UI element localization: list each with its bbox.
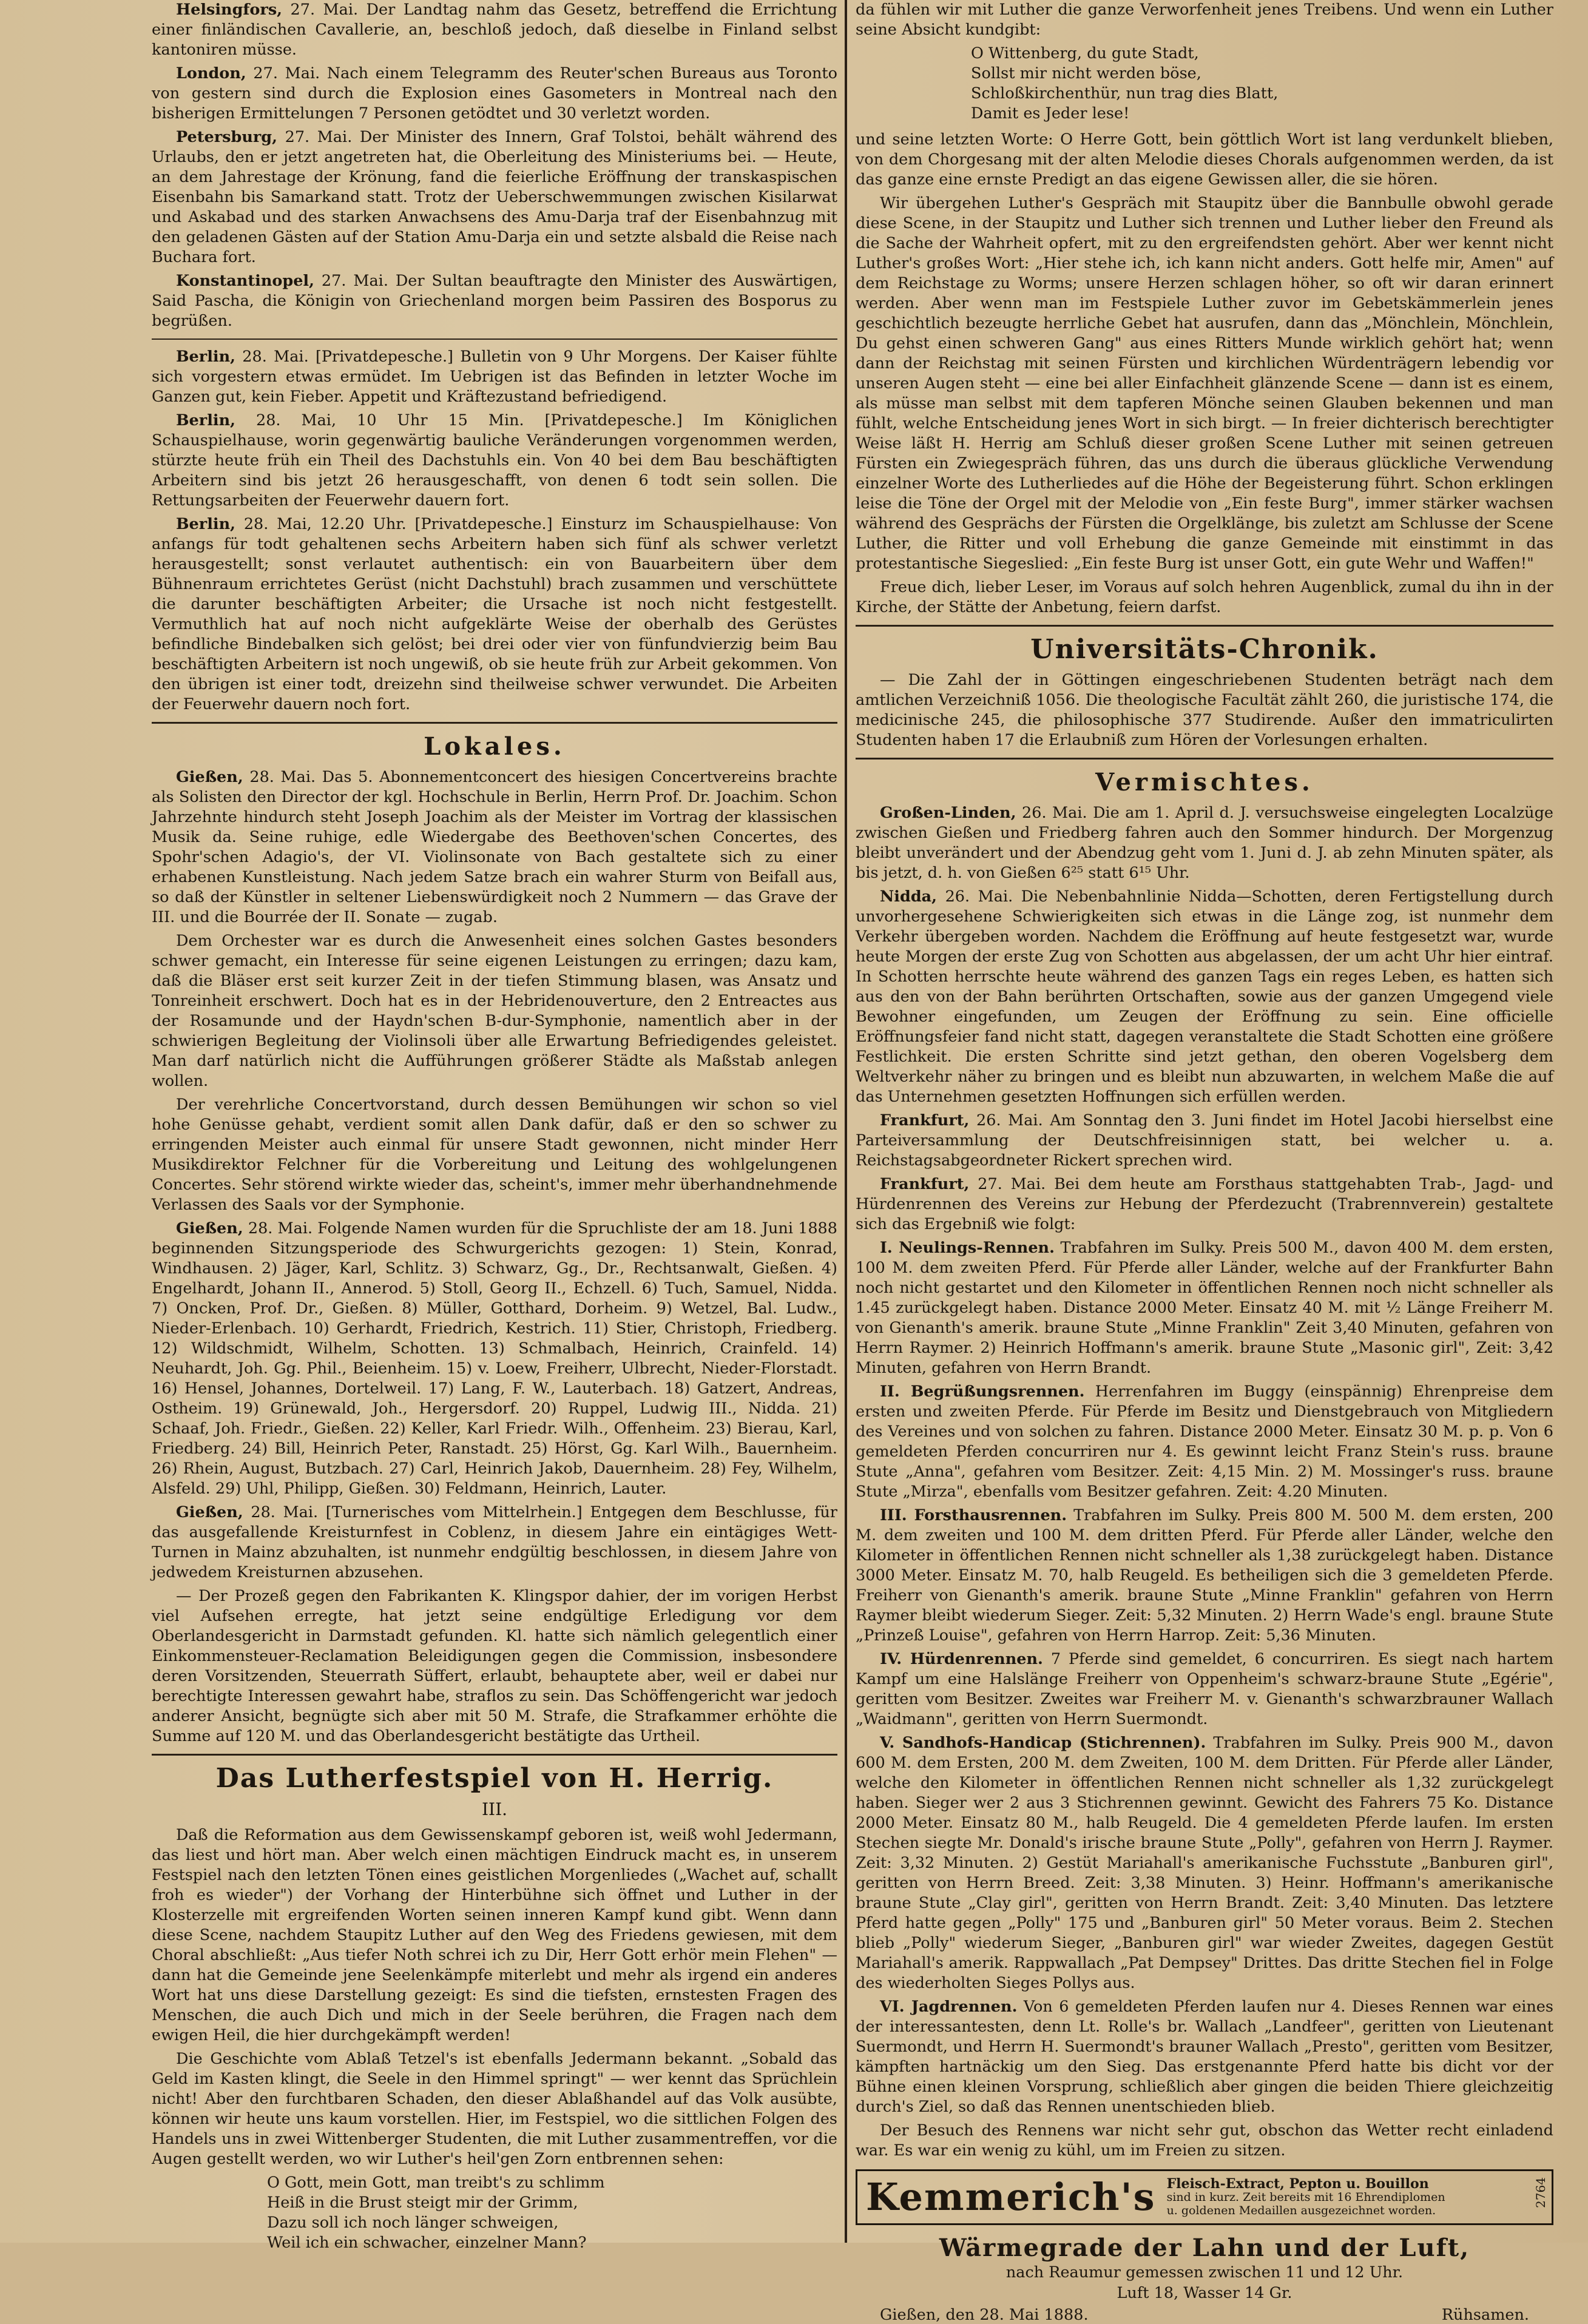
news-item-text: 28. Mai. Das 5. Abonnementconcert des hiesigen Concertvereins brachte als Solisten den Director der kgl. Hochschule in Berlin, Herrn Prof. Dr. Joachim. Schon Jahrzehnte hindurch steht Joseph Joachim als der Meister im Vortrag der klassischen Musik da. Seine ruhige, edle Wiedergabe des Beethoven'schen Concertes, des Spohr'schen Adagio's, der VI. Violinsonate von Bach gestaltete sich zu einer erhabenen Kunstleistung. Nach jedem Satze brach ein wahrer Sturm von Beifall aus, so daß der Künstler in seltener Liebenswürdigkeit noch 2 Nummern — das Grave der III. und die Bourrée der II. Sonate — zugab. bbox=[152, 768, 837, 926]
verse-line: O Gott, mein Gott, man treibt's zu schlimm bbox=[267, 2174, 605, 2192]
lokales-section bbox=[152, 767, 837, 1746]
verse-block bbox=[971, 44, 1553, 124]
lokales-heading: Lokales. bbox=[424, 732, 566, 761]
news-item bbox=[856, 1111, 1553, 1171]
news-item bbox=[856, 1649, 1553, 1730]
section-divider bbox=[856, 758, 1553, 760]
news-item-text: 26. Mai. Die Nebenbahnlinie Nidda—Schotten, deren Fertigstellung durch unvorhergesehene Schwierigkeiten sich etwas in die Länge zog, ist nunmehr dem Verkehr übergeben worden. Nachdem die Eröffnung auf heute festgesetzt war, wurde heute Morgen der erste Zug von Schotten aus abgelassen, der um acht Uhr hier eintraf. In Schotten herrschte heute während des ganzen Tags ein reges Leben, es hatten sich aus den von der Bahn berührten Ortschaften, sowie aus der ganzen Umgegend viele Bewohner eingefunden, um Zeugen der Eröffnung zu sein. Eine officielle Eröffnungsfeier fand nicht statt, dagegen veranstaltete die Stadt Schotten eine größere Festlichkeit. Die ersten Schritte sind jetzt gethan, den oberen Vogelsberg dem Weltverkehr näher zu bringen und es bleibt nun abzuwarten, in welchem Maße die auf das Unternehmen gesetzten Hoffnungen sich erfüllen werden. bbox=[856, 887, 1553, 1106]
news-item-text: 27. Mai. Nach einem Telegramm des Reuter'schen Bureaus aus Toronto von gestern sind durch die Explosion eines Gasometers in Montreal nach den bisherigen Ermittelungen 7 Personen getödtet und 30 verletzt worden. bbox=[152, 64, 837, 123]
news-item bbox=[152, 271, 837, 331]
verse-line: Dazu soll ich noch länger schweigen, bbox=[267, 2214, 559, 2232]
news-item-text: Trabfahren im Sulky. Preis 900 M., davon 600 M. dem Ersten, 200 M. dem Zweiten, 100 M. dem Dritten. Für Pferde aller Länder, welche den Kilometer in öffentlichen Rennen nicht schneller als 1,32 zurückgelegt haben. Sieger wer 2 aus 3 Stichrennen gewinnt. Gewicht des Fahrers 75 Ko. Distance 2000 Meter. Einsatz 80 M., halb Reugeld. Die 4 gemeldeten Pferde laufen. Im ersten Stechen siegte Mr. Donald's irische braune Stute „Polly", gefahren von Herrn J. Raymer. Zeit: 3,32 Minuten. 2) Gestüt Mariahall's amerikanische Fuchsstute „Banburen girl", geritten von Herrn Breed. Zeit: 3,38 Minuten. 3) Heinr. Hoffmann's amerikanische braune Stute „Clay girl", geritten von Herrn Brandt. Zeit: 3,40 Minuten. Das letztere Pferd hatte gegen „Polly" 175 und „Banburen girl" 50 Meter voraus. Beim 2. Stechen blieb „Polly" wiederum Sieger, „Banburen girl" war wieder Zweites, dagegen Gestüt Mariahall's amerik. Rappwallach „Pat Dempsey" Drittes. Das dritte Stechen fiel in Folge des wiederholten Sieges Pollys aus. bbox=[856, 1734, 1554, 1992]
weather-values: Luft 18, Wasser 14 Gr. bbox=[1117, 2284, 1292, 2302]
verse-line: Damit es Jeder lese! bbox=[971, 104, 1130, 123]
news-item bbox=[856, 1997, 1553, 2117]
ad-number: 2764 bbox=[1533, 2177, 1548, 2208]
news-item bbox=[856, 1238, 1553, 1378]
berlin-dispatches-section bbox=[152, 347, 837, 715]
news-item bbox=[856, 1174, 1553, 1234]
weather-report bbox=[856, 2234, 1553, 2324]
section-divider bbox=[152, 1754, 837, 1756]
weather-signature-row bbox=[856, 2306, 1553, 2324]
news-item-place: Frankfurt, bbox=[880, 1175, 970, 1193]
news-item-text: 26. Mai. Am Sonntag den 3. Juni findet im Hotel Jacobi hierselbst eine Parteiversammlung der Deutschfreisinnigen statt, bei welcher u. a. Reichstagsabgeordneter Rickert sprechen wird. bbox=[856, 1111, 1554, 1170]
weather-signature: Rühsamen. bbox=[1441, 2306, 1529, 2324]
verse-line: Schloßkirchenthür, nun trag dies Blatt, bbox=[971, 84, 1279, 103]
lutherfestspiel-paragraph: Freue dich, lieber Leser, im Voraus auf solch hehren Augenblick, zumal du ihn in der Kirche, der Stätte der Anbetung, feiern darfst. bbox=[856, 578, 1553, 616]
verse-block bbox=[267, 2173, 837, 2253]
news-item-place: V. Sandhofs-Handicap (Stichrennen). bbox=[880, 1734, 1206, 1752]
news-item-text: Herrenfahren im Buggy (einspännig) Ehrenpreise dem ersten und zweiten Pferde. Für Pferde im Besitz und Dienstgebrauch von Mitgliedern des Vereines und von solchen zu fahren. Distance 2000 Meter. Einsatz 30 M. p. p. Von 6 gemeldeten Pferden concurriren nur 4. Es gewinnt leicht Franz Stein's russ. braune Stute „Anna", gefahren vom Besitzer. Zeit: 4,15 Min. 2) M. Mossinger's russ. braune Stute „Mirza", ebenfalls vom Besitzer gefahren. Zeit: 4.20 Minuten. bbox=[856, 1383, 1553, 1501]
news-item bbox=[856, 803, 1553, 883]
news-item bbox=[856, 1733, 1553, 1993]
news-item-place: IV. Hürdenrennen. bbox=[880, 1650, 1043, 1668]
weather-place-date: Gießen, den 28. Mai 1888. bbox=[880, 2306, 1089, 2324]
lutherfestspiel-paragraph: Wir übergehen Luther's Gespräch mit Staupitz über die Bannbulle obwohl gerade diese Scene, in der Staupitz und Luther sich trennen und Luther lieber den Freund als die Sache der Wahrheit opfert, mit zu den ergreifendsten gehört. Aber wer kennt nicht Luther's großes Wort: „Hier stehe ich, ich kann nicht anders. Gott helfe mir, Amen" auf dem Reichstage zu Worms; unsere Herzen schlagen höher, so oft wir daran erinnert werden. Aber wenn man im Festspiele Luther zuvor im Gebetskämmerlein jenes geschichtlich bezeugte herrliche Gebet hat ausrufen, dann das „Mönchlein, Mönchlein, Du gehst einen schweren Gang" aus eines Ritters Munde wirklich gehört hat; wenn dann der Reichstag mit seinen Fürsten und kirchlichen Würdenträgern lebendig vor unseren Augen steht — eine bei aller Einfachheit glänzende Scene — dann ist es einem, als müsse man selbst mit dem tapferen Mönche seinen Glauben bekennen und man fühlt, welche Entscheidung jenes Wort in sich birgt. — In freier dichterisch berechtigter Weise läßt H. Herrig am Schluß dieser großen Scene Luther mit seinen getreuen Fürsten ein Zwiegespräch führen, das uns durch die überaus glückliche Verwendung einzelner Worte des Lutherliedes auf die Höhe der Begeisterung führt. Schon erklingen leise die Töne der Orgel mit der Melodie von „Ein feste Burg", immer stärker wachsen während des Gesprächs der Fürsten die Orgelklänge, bis zuletzt am Schlusse der Scene Luther, die Ritter und voll Erhebung die ganze Gemeinde mit einstimmt in das protestantische Siegeslied: „Ein feste Burg ist unser Gott, ein gute Wehr und Waffen!" bbox=[856, 194, 1553, 573]
news-item bbox=[152, 347, 837, 407]
news-item-text: — Der Prozeß gegen den Fabrikanten K. Klingspor dahier, der im vorigen Herbst viel Aufsehen erregte, hat jetzt seine endgültige Erledigung vor dem Oberlandesgericht in Darmstadt gefunden. Kl. hatte sich nämlich gelegentlich einer Einkommensteuer-Reclamation Beleidigungen gegen die Commission, insbesondere deren Vorsitzenden, Steuerrath Süffert, erlaubt, behauptete aber, weil er dabei nur berechtigte Interessen gewahrt habe, straflos zu sein. Das Schöffengericht war jedoch anderer Ansicht, begnügte sich aber mit 50 M. Strafe, die Strafkammer erhöhte die Summe auf 120 M. und das Oberlandesgericht bestätigte das Urtheil. bbox=[152, 1587, 837, 1745]
ad-award-line: sind in kurz. Zeit bereits mit 16 Ehrendiplomen bbox=[1166, 2191, 1445, 2204]
news-item-text: 27. Mai. Der Landtag nahm das Gesetz, betreffend die Errichtung einer finländischen Cavallerie, an, beschloß jedoch, daß dieselbe in Finland selbst kantoniren müsse. bbox=[152, 1, 838, 59]
ad-product-line: Fleisch-Extract, Pepton u. Bouillon bbox=[1166, 2176, 1429, 2192]
verse-line: Weil ich ein schwacher, einzelner Mann? bbox=[267, 2234, 587, 2252]
news-item-text: 7 Pferde sind gemeldet, 6 concurriren. Es siegt nach hartem Kampf um eine Halslänge Freiherr von Oppenheim's schwarz-braune Stute „Egérie", geritten vom Besitzer. Zweites war Freiherr M. v. Gienanth's schwarzbrauner Wallach „Waidmann", geritten von Herrn Suermondt. bbox=[856, 1650, 1553, 1728]
foreign-news-section bbox=[152, 0, 837, 331]
lutherfestspiel-paragraph: und seine letzten Worte: O Herre Gott, bein göttlich Wort ist lang verdunkelt blieben, von dem Chorgesang mit der alten Melodie dieses Chorals aufgenommen werden, da ist das ganze eine ernste Predigt an das eigene Gewissen aller, die sie hören. bbox=[856, 130, 1553, 189]
lutherfestspiel-paragraph: Die Geschichte vom Ablaß Tetzel's ist ebenfalls Jedermann bekannt. „Sobald das Geld im Kasten klingt, die Seele in den Himmel springt" — wer kennt das Sprüchlein nicht! Aber den furchtbaren Schaden, den dieser Ablaßhandel auf das Volk ausübte, können wir heute uns kaum vorstellen. Hier, im Festspiel, wo die sittlichen Folgen des Handels uns in zwei Wittenberger Studenten, die mit Luther zusammentreffen, vor die Augen gestellt werden, wo wir Luther's heil'gen Zorn entbrennen sehen: bbox=[152, 2050, 837, 2168]
news-item bbox=[152, 1219, 837, 1499]
news-item bbox=[856, 887, 1553, 1107]
news-item bbox=[152, 1586, 837, 1746]
news-item-text: 27. Mai. Der Sultan beauftragte den Minister des Auswärtigen, Said Pascha, die Königin von Griechenland morgen beim Passiren des Bosporus zu begrüßen. bbox=[152, 272, 838, 330]
news-item-text: 28. Mai, 12.20 Uhr. [Privatdepesche.] Einsturz im Schauspielhause: Von anfangs für todt gehaltenen sechs Arbeitern haben sich fünf als schwer verletzt herausgestellt; sonst verlautet authentisch: ein von Bauarbeitern über dem Bühnenraum errichtetes Gerüst (nicht Dachstuhl) brach zusammen und verschüttete die darunter beschäftigten Arbeiter; die Ursache ist noch nicht festgestellt. Vermuthlich hat auf noch nicht aufgeklärte Weise der oberhalb des Gerüstes befindliche Bindebalken sich gelöst; bei drei oder vier von fünfundvierzig beim Bau beschäftigten Arbeitern ist noch ungewiß, ob sie heute früh zur Arbeit gekommen. Von den übrigen ist einer todt, dreizehn sind theilweise schwer verwundet. Die Arbeiten der Feuerwehr dauern noch fort. bbox=[152, 515, 837, 713]
universitaets-chronik-text: — Die Zahl der in Göttingen eingeschriebenen Studenten beträgt nach dem amtlichen Verzeichniß 1056. Die theologische Facultät zählt 260, die juristische 174, die medicinische 245, die philosophische 377 Studirende. Außer den immatriculirten Studenten haben 17 die Erlaubniß zum Hören der Vorlesungen erhalten. bbox=[856, 671, 1553, 749]
lutherfestspiel-heading: Das Lutherfestspiel von H. Herrig. bbox=[215, 1763, 774, 1794]
left-column bbox=[152, 0, 838, 2252]
weather-method: nach Reaumur gemessen zwischen 11 und 12 Uhr. bbox=[1005, 2263, 1404, 2282]
lutherfestspiel-paragraph: Daß die Reformation aus dem Gewissenskampf geboren ist, weiß wohl Jedermann, das liest und hört man. Aber welch einen mächtigen Eindruck macht es, in unserem Festspiel nach den letzten Tönen eines geistlichen Morgenliedes („Wachet auf, schallt froh es wieder") der Vorhang der Hinterbühne sich öffnet und Luther in der Klosterzelle mit ergreifenden Worten seinen inneren Kampf kund gibt. Wenn dann diese Scene, nachdem Staupitz Luther auf den Weg des Friedens gewiesen, mit dem Choral abschließt: „Aus tiefer Noth schrei ich zu Dir, Herr Gott erhör mein Flehen" — dann hat die Gemeinde jene Seelenkämpfe miterlebt und mehr als irgend ein anderes Wort hat uns diese Darstellung gezeigt: Es sind die tiefsten, ernstesten Fragen des Menschen, die auch Dich und mich in der Seele berühren, die Fragen nach dem ewigen Heil, die hier durchgekämpft werden! bbox=[152, 1826, 837, 2044]
news-item-text: 26. Mai. Die am 1. April d. J. versuchsweise eingelegten Localzüge zwischen Gießen und Friedberg fahren auch den Sommer hindurch. Der Morgenzug bleibt unverändert und der Abendzug geht vom 1. Juni d. J. ab zehn Minuten später, als bis jetzt, d. h. von Gießen 6²⁵ statt 6¹⁵ Uhr. bbox=[856, 804, 1553, 882]
news-item bbox=[152, 64, 837, 124]
news-item-place: Petersburg, bbox=[176, 128, 278, 146]
news-item-place: VI. Jagdrennen. bbox=[880, 1998, 1018, 2016]
news-item bbox=[152, 931, 837, 1091]
news-item bbox=[856, 1382, 1553, 1502]
news-item-place: Berlin, bbox=[176, 515, 236, 533]
news-item bbox=[152, 1503, 837, 1583]
weather-title: Wärmegrade der Lahn und der Luft, bbox=[939, 2234, 1470, 2262]
news-item-place: III. Forsthausrennen. bbox=[880, 1506, 1067, 1524]
lutherfestspiel-part: III. bbox=[481, 1799, 508, 1819]
ad-brand-name: Kemmerich's bbox=[866, 2175, 1156, 2219]
news-item-place: Nidda, bbox=[880, 887, 938, 906]
verse-line: Heiß in die Brust steigt mir der Grimm, bbox=[267, 2194, 578, 2212]
news-item-text: Der verehrliche Concertvorstand, durch dessen Bemühungen wir schon so viel hohe Genüsse gehabt, verdient somit allen Dank dafür, daß er den so schwer zu erringenden Meister auch einmal für unsere Stadt gewonnen, nicht minder Herr Musikdirektor Felchner für die Vorbereitung und Leitung des wohlgelungenen Concertes. Sehr störend wirkte wieder das, scheint's, immer mehr überhandnehmende Verlassen des Saals vor der Symphonie. bbox=[152, 1096, 837, 1214]
news-item bbox=[152, 767, 837, 928]
news-item-place: I. Neulings-Rennen. bbox=[880, 1239, 1055, 1257]
right-column bbox=[856, 0, 1554, 2324]
verse-line: Sollst mir nicht werden böse, bbox=[971, 64, 1201, 83]
news-item bbox=[152, 1095, 837, 1215]
news-item-text: Trabfahren im Sulky. Preis 800 M. 500 M. dem ersten, 200 M. dem zweiten und 100 M. dem dritten Pferd. Für Pferde aller Länder, welche den Kilometer in öffentlichen Rennen nicht schneller als 1,38 zurückgelegt haben. Distance 3000 Meter. Einsatz M. 70, halb Reugeld. Es betheiligen sich die 3 gemeldeten Pferde. Freiherr von Gienanth's amerik. braune Stute „Minne Franklin" gefahren von Herrn Raymer bleibt wiederum Sieger. Zeit: 5,32 Minuten. 2) Herrn Wade's engl. braune Stute „Prinzeß Louise", gefahren von Herrn Harrop. Zeit: 5,36 Minuten. bbox=[856, 1506, 1553, 1645]
news-item-place: Großen-Linden, bbox=[880, 804, 1016, 822]
news-item-place: Gießen, bbox=[176, 1219, 243, 1238]
news-item-text: 28. Mai. Folgende Namen wurden für die Spruchliste der am 18. Juni 1888 beginnenden Sitzungsperiode des Schwurgerichts gezogen: 1) Stein, Konrad, Windhausen. 2) Jäger, Karl, Schlitz. 3) Schwarz, Gg., Dr., Rechtsanwalt, Gießen. 4) Engelhardt, Johann II., Annerod. 5) Stoll, Georg II., Echzell. 6) Tuch, Samuel, Nidda. 7) Oncken, Prof. Dr., Gießen. 8) Müller, Gotthard, Dorheim. 9) Wetzel, Bal. Ludw., Nieder-Erlenbach. 10) Gerhardt, Friedrich, Kestrich. 11) Stier, Christoph, Friedberg. 12) Wildschmidt, Wilhelm, Schotten. 13) Schmalbach, Heinrich, Crainfeld. 14) Neuhardt, Joh. Gg. Phil., Beienheim. 15) v. Loew, Freiherr, Ulbrecht, Nieder-Florstadt. 16) Hensel, Johannes, Dortelweil. 17) Lang, F. W., Lauterbach. 18) Gatzert, Andreas, Ostheim. 19) Grünewald, Joh., Hergersdorf. 20) Ruppel, Ludwig III., Nidda. 21) Schaaf, Joh. Friedr., Gießen. 22) Keller, Karl Friedr. Wilh., Offenheim. 23) Bierau, Karl, Friedberg. 24) Bill, Heinrich Peter, Ranstadt. 25) Hörst, Gg. Karl Wilh., Bauernheim. 26) Rhein, August, Butzbach. 27) Carl, Heinrich Jakob, Dauernheim. 28) Fey, Wilhelm, Alsfeld. 29) Uhl, Philipp, Gießen. 30) Feldmann, Heinrich, Lauter. bbox=[152, 1219, 837, 1498]
vermischtes-heading: Vermischtes. bbox=[1095, 768, 1314, 797]
news-item bbox=[856, 1506, 1553, 1646]
news-item-text: 27. Mai. Bei dem heute am Forsthaus stattgehabten Trab-, Jagd- und Hürdenrennen des Vereins zur Hebung der Pferdezucht (Trabrennverein) gestaltete sich das Ergebniß wie folgt: bbox=[856, 1175, 1553, 1233]
news-item-place: Konstantinopel, bbox=[176, 272, 314, 290]
news-item bbox=[152, 514, 837, 715]
kemmerich-advertisement bbox=[856, 2169, 1553, 2225]
news-item-text: 28. Mai, 10 Uhr 15 Min. [Privatdepesche.] Im Königlichen Schauspielhause, worin gegenwärtig bauliche Veränderungen vorgenommen werden, stürzte heute früh ein Theil des Dachstuhls ein. Von 40 bei dem Bau beschäftigten Arbeitern sind bis jetzt 26 herausgeschafft, von denen 6 todt sein sollen. Die Rettungsarbeiten der Feuerwehr dauern fort. bbox=[152, 411, 837, 510]
news-item bbox=[856, 2121, 1553, 2161]
news-item-place: Berlin, bbox=[176, 411, 236, 429]
section-divider bbox=[152, 338, 837, 340]
news-item-text: 27. Mai. Der Minister des Innern, Graf Tolstoi, behält während des Urlaubs, den er jetzt angetreten hat, die Oberleitung des Ministeriums bei. — Heute, an dem Jahrestage der Krönung, fand die feierliche Eröffnung der transkaspischen Eisenbahn bis Samarkand statt. Trotz der Ueberschwemmungen zwischen Kisilarwat und Askabad und des starken Anwachsens des Amu-Darja traf der Eisenbahnzug mit den geladenen Gästen auf der Station Amu-Darja ein und setzte alsbald die Reise nach Buchara fort. bbox=[152, 128, 837, 266]
vermischtes-section bbox=[856, 803, 1553, 2161]
news-item-place: Gießen, bbox=[176, 768, 243, 786]
news-item-place: Frankfurt, bbox=[880, 1111, 970, 1130]
universitaets-chronik-heading: Universitäts-Chronik. bbox=[1030, 634, 1379, 665]
news-item-place: Helsingfors, bbox=[176, 1, 283, 19]
column-rule bbox=[845, 0, 847, 2243]
news-item-text: 28. Mai. [Turnerisches vom Mittelrhein.] Entgegen dem Beschlusse, für das ausgefallende Kreisturnfest in Coblenz, in diesem Jahre ein eintägiges Wett-Turnen in Mainz abzuhalten, ist nunmehr endgültig beschlossen, in diesem Jahre von jedwedem Kreisturnen abzusehen. bbox=[152, 1503, 837, 1581]
news-item-text: Dem Orchester war es durch die Anwesenheit eines solchen Gastes besonders schwer gemacht, ein Interesse für seine eigenen Leistungen zu erringen; dazu kam, daß die Bläser erst seit kurzer Zeit in der tiefen Stimmung blasen, was Ansatz und Tonreinheit erschwert. Doch hat es in der Hebridenouverture, den 2 Entreactes aus der Rosamunde und der Haydn'schen B-dur-Symphonie, namentlich aber in der schwierigen Begleitung der Violinsoli über alle Erwartung Befriedigendes geleistet. Man darf natürlich nicht die Aufführungen größerer Städte als Maßstab anlegen wollen. bbox=[152, 932, 837, 1090]
news-item-place: London, bbox=[176, 64, 246, 83]
ad-award-line: u. goldenen Medaillen ausgezeichnet worden. bbox=[1166, 2204, 1436, 2217]
news-item bbox=[152, 0, 837, 60]
news-item-place: Berlin, bbox=[176, 348, 236, 366]
ad-text bbox=[1167, 2177, 1445, 2217]
lutherfestspiel-paragraph: da fühlen wir mit Luther die ganze Verworfenheit jenes Treibens. Und wenn ein Luther seine Absicht kundgibt: bbox=[856, 1, 1553, 39]
news-item-text: Trabfahren im Sulky. Preis 500 M., davon 400 M. dem ersten, 100 M. dem zweiten Pferd. Für Pferde aller Länder, welche auf der Frankfurter Bahn noch nicht gestartet und den Kilometer in öffentlichen Rennen noch nicht schneller als 1.45 zurückgelegt haben. Distance 2000 Meter. Einsatz 40 M. mit ½ Länge Freiherr M. von Gienanth's amerik. braune Stute „Minne Franklin" Zeit 3,40 Minuten, gefahren von Herrn Raymer. 2) Heinrich Hoffmann's amerik. braune Stute „Masonic girl", Zeit: 3,42 Minuten, gefahren von Herrn Brandt. bbox=[856, 1239, 1553, 1377]
news-item-text: 28. Mai. [Privatdepesche.] Bulletin von 9 Uhr Morgens. Der Kaiser fühlte sich vorgestern etwas ermüdet. Im Uebrigen ist das Befinden in letzter Woche im Ganzen gut, kein Fieber. Appetit und Kräftezustand befriedigend. bbox=[152, 348, 837, 406]
section-divider bbox=[152, 722, 837, 724]
section-divider bbox=[856, 625, 1553, 627]
news-item bbox=[152, 127, 837, 268]
news-item bbox=[152, 411, 837, 511]
news-item-place: II. Begrüßungsrennen. bbox=[880, 1383, 1085, 1401]
verse-line: O Wittenberg, du gute Stadt, bbox=[971, 44, 1199, 62]
news-item-text: Der Besuch des Rennens war nicht sehr gut, obschon das Wetter recht einladend war. Es war ein wenig zu kühl, um im Freien zu sitzen. bbox=[856, 2121, 1553, 2160]
news-item-place: Gießen, bbox=[176, 1503, 243, 1521]
news-item-text: Von 6 gemeldeten Pferden laufen nur 4. Dieses Rennen war eines der interessantesten, denn Lt. Rolle's br. Wallach „Landfeer", geritten von Lieutenant Suermondt, und Herrn H. Suermondt's brauner Wallach „Presto", geritten vom Besitzer, kämpften hartnäckig um den Sieg. Das erstgenannte Pferd hatte bis dicht vor der Bühne einen kleinen Vorsprung, schließlich aber gingen die beiden Thiere gleichzeitig durch's Ziel, so daß das Rennen unentschieden blieb. bbox=[856, 1998, 1553, 2116]
